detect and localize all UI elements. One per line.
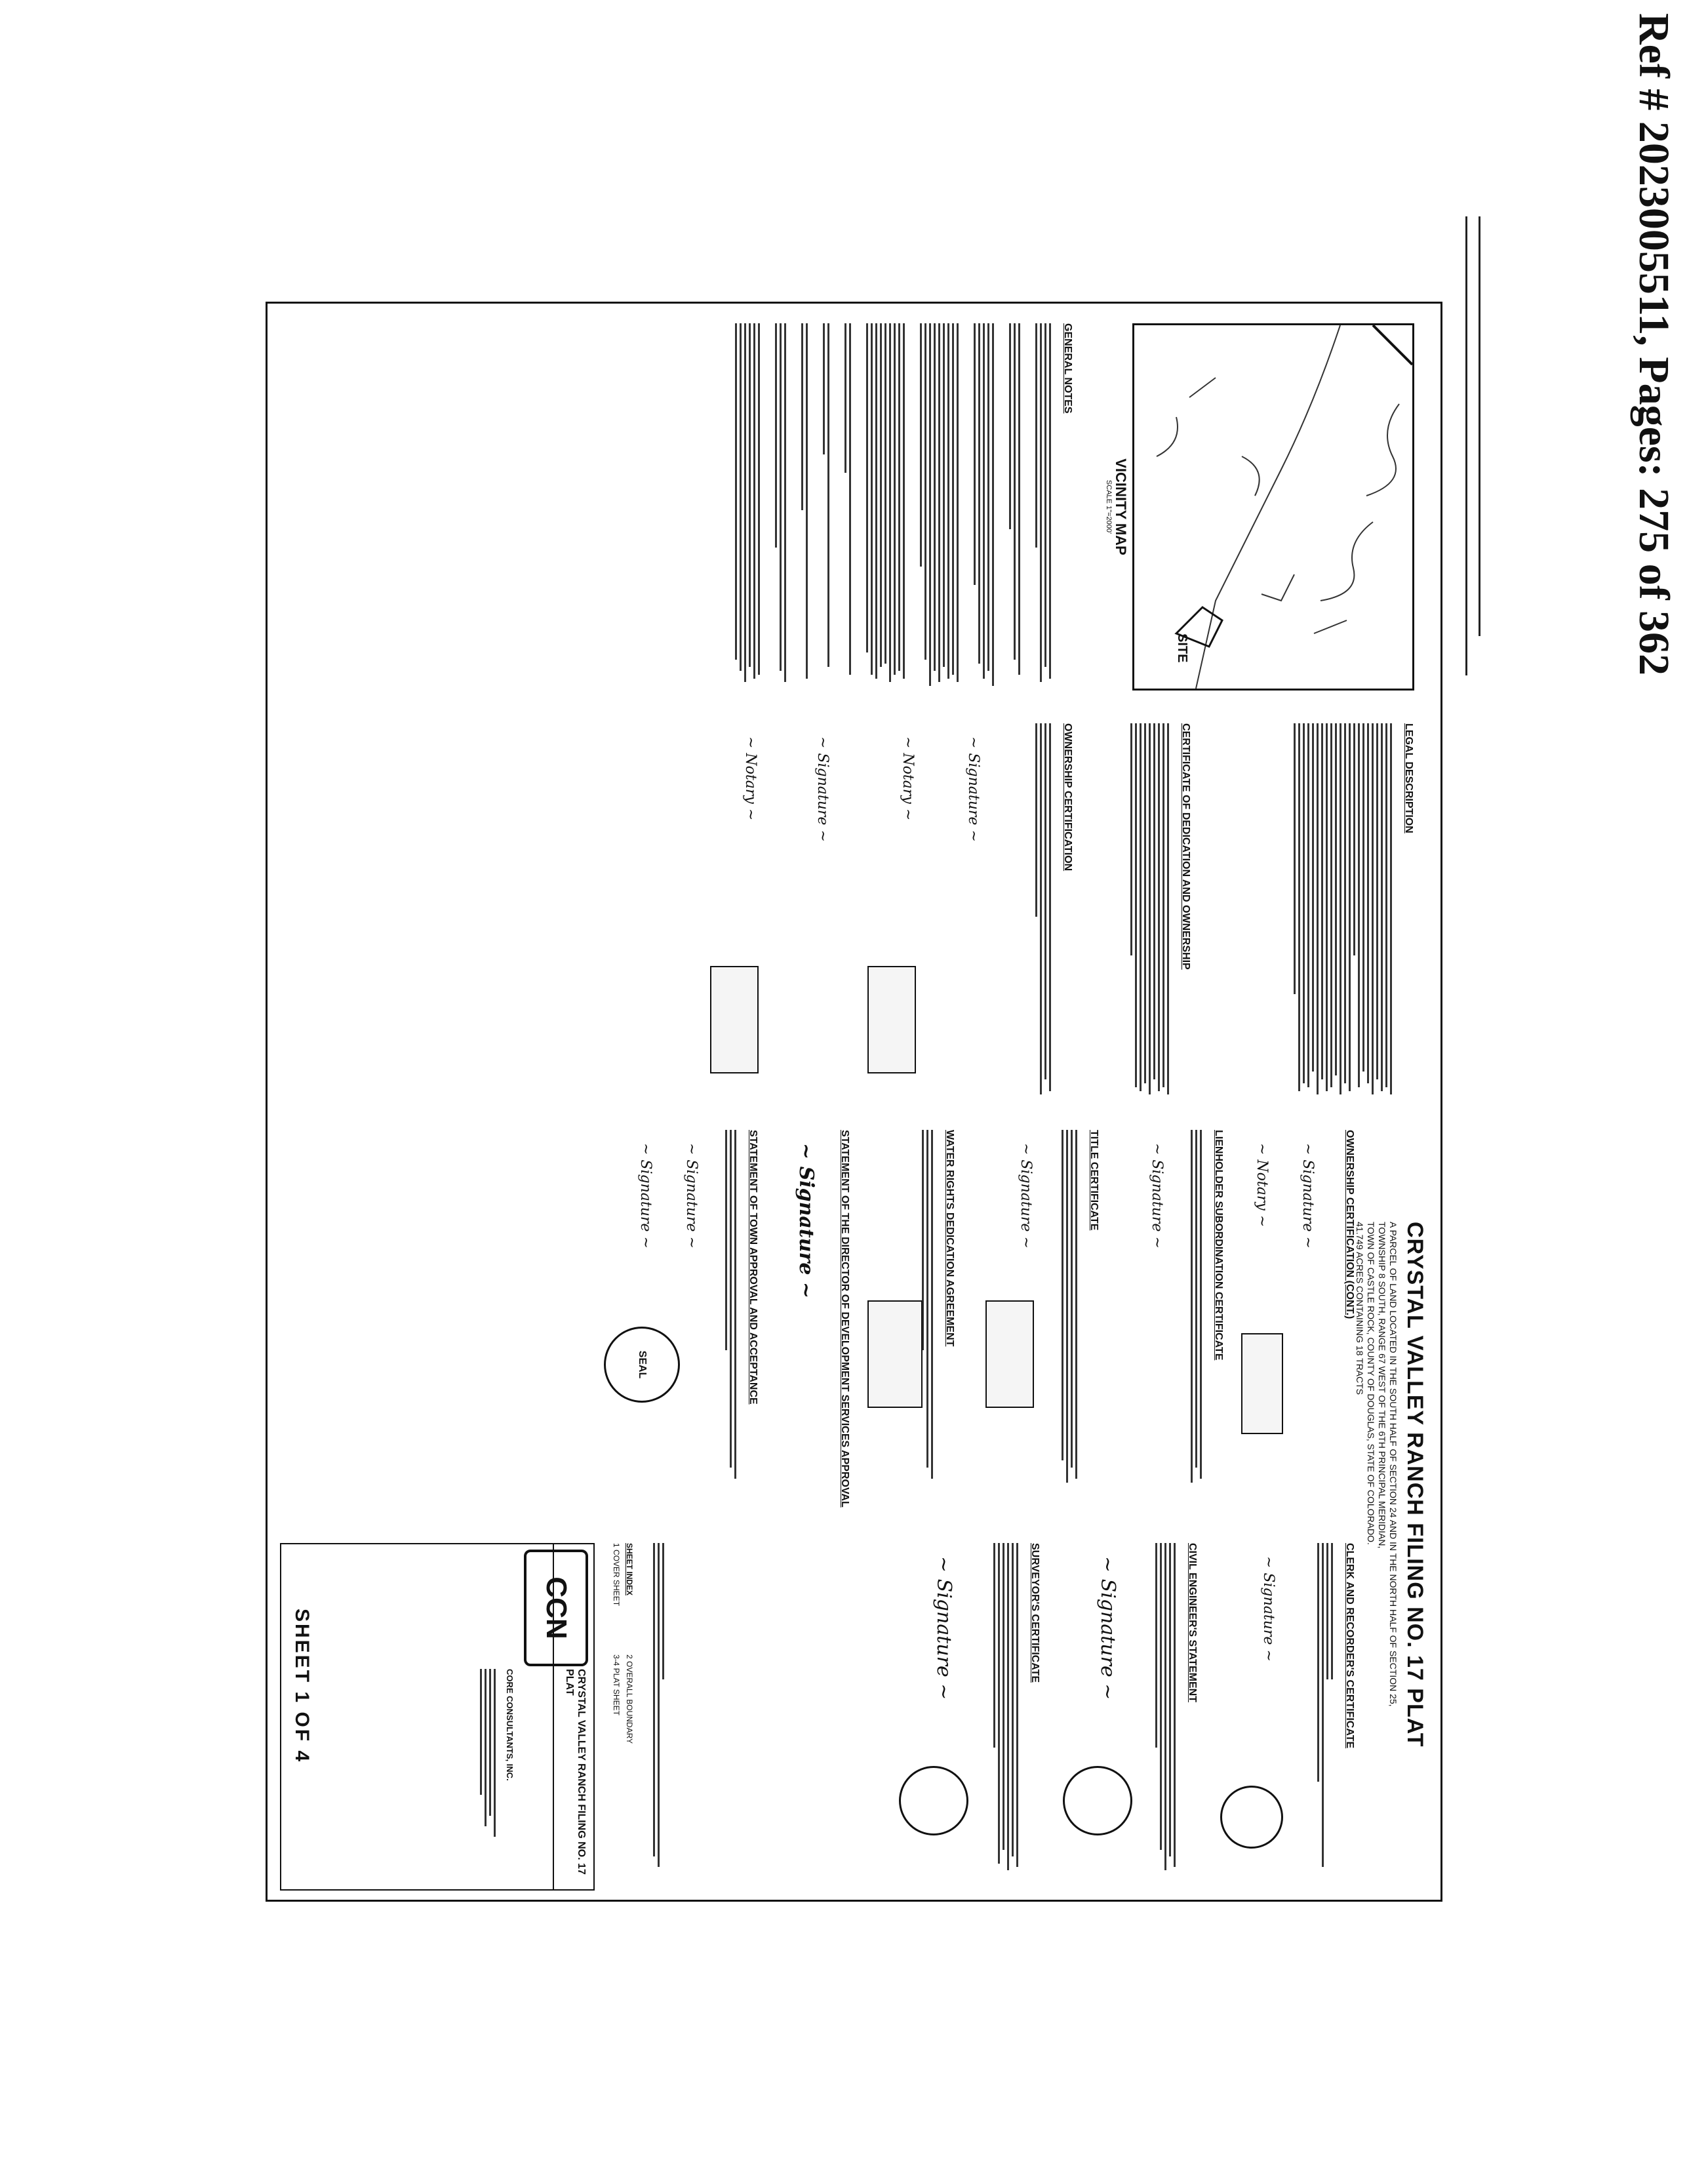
water-rights-heading: WATER RIGHTS DEDICATION AGREEMENT [944,1130,955,1347]
clerk-signature: ~ Signature ~ [637,1143,654,1249]
notary-signature-2: ~ Notary ~ [742,736,759,821]
lienholder-signature: ~ Signature ~ [1149,1143,1165,1249]
town-approval-text [723,1130,739,1497]
lienholder-text [1188,1130,1204,1497]
sheet-number: SHEET 1 OF 4 [291,1609,313,1764]
ownership-cont-heading: OWNERSHIP CERTIFICATION (CONT.) [1344,1130,1355,1319]
title-certificate-text [1059,1130,1080,1497]
vicinity-map [1132,323,1414,691]
director-approval-heading: STATEMENT OF THE DIRECTOR OF DEVELOPMENT SERVICES APPROVAL [839,1130,850,1508]
title-certificate-heading: TITLE CERTIFICATE [1088,1130,1100,1231]
recorder-signature: ~ Signature ~ [1260,1556,1277,1662]
mayor-signature: ~ Signature ~ [683,1143,700,1249]
notary-stamp-3 [1241,1333,1283,1434]
notary-signature-3: ~ Notary ~ [1254,1143,1270,1228]
vicinity-site-label: SITE [1175,633,1189,663]
surveyor-signature: ~ Signature ~ [932,1556,955,1700]
reference-number: Ref # 2023005511, Pages: 275 of 362 [1630,13,1678,676]
town-approval-heading: STATEMENT OF TOWN APPROVAL AND ACCEPTANCE [747,1130,759,1405]
dedication-heading: CERTIFICATE OF DEDICATION AND OWNERSHIP [1180,723,1191,970]
legal-description-text [1291,723,1395,1110]
plat-title: CRYSTAL VALLEY RANCH FILING NO. 17 PLAT [1402,1222,1427,1748]
title-block-details [477,1669,498,1879]
reference-stamp [1593,0,1685,2164]
ownership-certification-heading: OWNERSHIP CERTIFICATION [1062,723,1073,872]
general-notes-text [732,323,1054,697]
sheet-index-heading: SHEET INDEX [625,1543,634,1596]
recorder-seal [1220,1786,1283,1849]
notary-stamp-1 [867,966,916,1073]
surveyor-heading: SURVEYOR'S CERTIFICATE [1029,1543,1041,1683]
owner-signature-2: ~ Signature ~ [1300,1143,1316,1249]
ownership-certification-text [1033,723,1054,1110]
vicinity-map-scale: SCALE 1"=2000' [1105,479,1113,534]
sheet-index-item: 2 OVERALL BOUNDARY [625,1654,634,1744]
civil-engineer-text [1153,1543,1178,1884]
plat-subtitle: A PARCEL OF LAND LOCATED IN THE SOUTH HALF OF SECTION 24 AND IN THE NORTH HALF OF SECTION 25, TOWNSHIP 8 SOUTH, RANGE 67 WEST OF THE 6TH PRINCIPAL MERIDIAN, TOWN OF CASTLE ROCK, COUNTY OF DOUGLAS, STATE OF COLORADO. 41.749 ACRES CONTAINING 18 TRACTS [1355,1222,1399,1707]
director-signature: ~ Signature ~ [795,1143,818,1299]
general-notes-heading: GENERAL NOTES [1062,323,1073,414]
title-signature: ~ Signature ~ [1018,1143,1034,1249]
dedication-text [1128,723,1172,1110]
benchmark-text [650,1543,667,1884]
engineer-signature: ~ Signature ~ [1096,1556,1119,1700]
lienholder-heading: LIENHOLDER SUBORDINATION CERTIFICATE [1213,1130,1224,1361]
legal-description-heading: LEGAL DESCRIPTION [1403,723,1414,833]
vicinity-map-label: VICINITY MAP [1113,458,1129,555]
clerk-recorder-heading: CLERK AND RECORDER'S CERTIFICATE [1344,1543,1355,1749]
notary-stamp-4 [985,1300,1034,1408]
town-seal: SEAL [604,1327,680,1403]
owner-signature: ~ Signature ~ [965,736,982,842]
clerk-recorder-text [1315,1543,1336,1884]
lender-signature: ~ Signature ~ [814,736,831,842]
sheet-index-item: 3-4 PLAT SHEET [612,1654,621,1715]
notary-stamp-2 [710,966,759,1073]
engineer-seal [1063,1766,1132,1835]
firm-logo: CCN [524,1550,588,1666]
plat-sheet-container [266,302,1442,1902]
civil-engineer-heading: CIVIL ENGINEER'S STATEMENT [1187,1543,1198,1702]
sheet-index-item: 1 COVER SHEET [612,1543,621,1607]
surveyor-seal [899,1766,968,1835]
notary-stamp-5 [867,1300,923,1408]
surveyor-text [991,1543,1021,1884]
notary-signature-1: ~ Notary ~ [900,736,916,821]
recorder-stamp-lines [1459,216,1498,675]
title-block-name: CRYSTAL VALLEY RANCH FILING NO. 17 PLAT [564,1669,587,1875]
plat-sheet [266,302,1442,1902]
title-block-firm: CORE CONSULTANTS, INC. [505,1669,515,1781]
